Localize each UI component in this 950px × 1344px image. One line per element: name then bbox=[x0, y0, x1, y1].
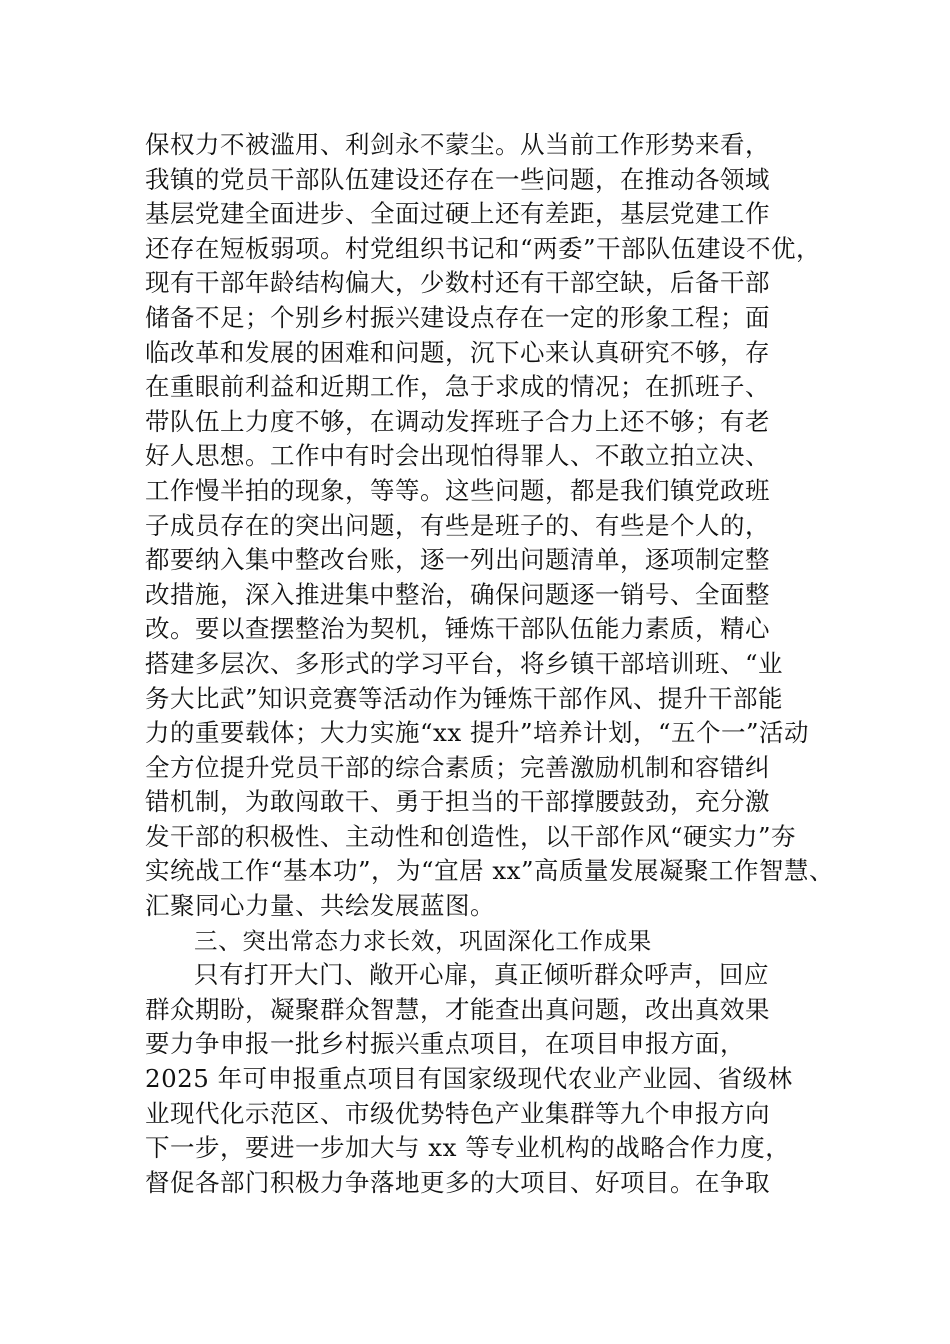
text-line: 只有打开大门、敞开心扉，真正倾听群众呼声，回应 bbox=[194, 960, 769, 990]
text-line: 全方位提升党员干部的综合素质；完善激励机制和容错纠 bbox=[145, 752, 770, 782]
text-line: 我镇的党员干部队伍建设还存在一些问题，在推动各领域 bbox=[145, 164, 770, 194]
text-line: 还存在短板弱项。村党组织书记和“两委”干部队伍建设不优， bbox=[145, 233, 822, 263]
text-line: 改。要以查摆整治为契机，锤炼干部队伍能力素质，精心 bbox=[145, 614, 770, 644]
paragraph-1 bbox=[145, 128, 835, 924]
text-line: 务大比武”知识竞赛等活动作为锤炼干部作风、提升干部能 bbox=[145, 683, 784, 713]
text-line: 搭建多层次、多形式的学习平台，将乡镇干部培训班、“业 bbox=[145, 648, 784, 678]
document-page bbox=[145, 128, 835, 1200]
text-line: 临改革和发展的困难和问题，沉下心来认真研究不够，存 bbox=[145, 337, 770, 367]
text-line: 改措施，深入推进集中整治，确保问题逐一销号、全面整 bbox=[145, 579, 770, 609]
text-line: 储备不足；个别乡村振兴建设点存在一定的形象工程；面 bbox=[145, 302, 770, 332]
text-line: 保权力不被滥用、利剑永不蒙尘。从当前工作形势来看， bbox=[145, 130, 770, 159]
text-line: 子成员存在的突出问题，有些是班子的、有些是个人的， bbox=[145, 510, 770, 540]
text-line: 实统战工作“基本功”，为“宜居 xx”高质量发展凝聚工作智慧、 bbox=[145, 856, 835, 886]
section-heading: 三、突出常态力求长效，巩固深化工作成果 bbox=[194, 926, 652, 955]
text-line: 都要纳入集中整改台账，逐一列出问题清单，逐项制定整 bbox=[145, 545, 770, 575]
text-line: 要力争申报一批乡村振兴重点项目，在项目申报方面， bbox=[145, 1029, 745, 1059]
text-line: 好人思想。工作中有时会出现怕得罪人、不敢立拍立决、 bbox=[145, 441, 770, 471]
text-line: 业现代化示范区、市级优势特色产业集群等九个申报方向 bbox=[145, 1098, 770, 1128]
text-line: 现有干部年龄结构偏大，少数村还有干部空缺，后备干部 bbox=[145, 268, 770, 298]
text-line: 工作慢半拍的现象，等等。这些问题，都是我们镇党政班 bbox=[145, 475, 770, 505]
text-line: 基层党建全面进步、全面过硬上还有差距，基层党建工作 bbox=[145, 199, 770, 229]
text-line: 下一步，要进一步加大与 xx 等专业机构的战略合作力度， bbox=[145, 1133, 791, 1163]
text-line: 2025 年可申报重点项目有国家级现代农业产业园、省级林 bbox=[145, 1064, 793, 1094]
text-line: 汇聚同心力量、共绘发展蓝图。 bbox=[145, 891, 495, 921]
paragraph-2 bbox=[145, 958, 835, 1200]
text-line: 带队伍上力度不够，在调动发挥班子合力上还不够；有老 bbox=[145, 406, 770, 436]
text-line: 力的重要载体；大力实施“xx 提升”培养计划，“五个一”活动 bbox=[145, 718, 810, 748]
text-line: 群众期盼，凝聚群众智慧，才能查出真问题，改出真效果 bbox=[145, 994, 770, 1024]
text-line: 发干部的积极性、主动性和创造性，以干部作风“硬实力”夯 bbox=[145, 821, 797, 851]
text-line: 督促各部门积极力争落地更多的大项目、好项目。在争取 bbox=[145, 1167, 770, 1197]
text-line: 错机制，为敢闯敢干、勇于担当的干部撑腰鼓劲，充分激 bbox=[145, 787, 770, 817]
text-line: 在重眼前利益和近期工作，急于求成的情况；在抓班子、 bbox=[145, 372, 770, 402]
